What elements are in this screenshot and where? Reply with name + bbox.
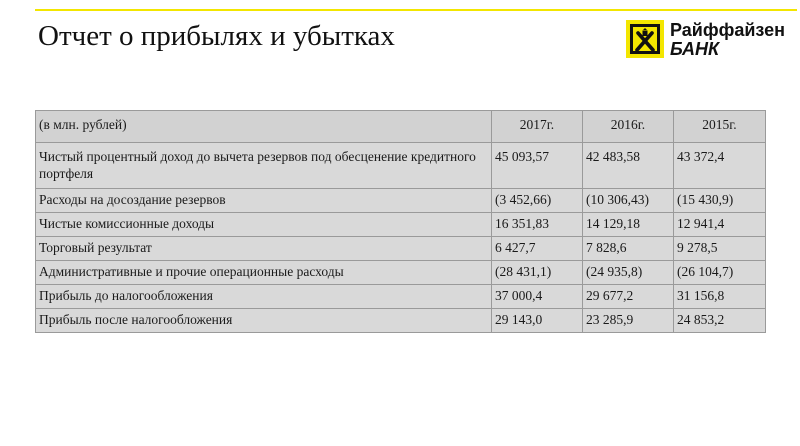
year-header: 2016г.	[583, 111, 674, 143]
top-accent-bar	[35, 9, 797, 11]
table-header-row	[36, 111, 766, 143]
row-value: 29 143,0	[492, 309, 583, 333]
row-label: Прибыль до налогообложения	[36, 285, 492, 309]
table-row	[36, 189, 766, 213]
row-label: Расходы на досоздание резервов	[36, 189, 492, 213]
table-row	[36, 237, 766, 261]
row-value: (26 104,7)	[674, 261, 766, 285]
row-label: Административные и прочие операционные расходы	[36, 261, 492, 285]
table-row	[36, 213, 766, 237]
row-label: Торговый результат	[36, 237, 492, 261]
row-value: 7 828,6	[583, 237, 674, 261]
table-row	[36, 285, 766, 309]
row-value: 29 677,2	[583, 285, 674, 309]
year-header: 2017г.	[492, 111, 583, 143]
row-value: 24 853,2	[674, 309, 766, 333]
row-value: 31 156,8	[674, 285, 766, 309]
row-label: Чистый процентный доход до вычета резервов под обесценение кредитного портфеля	[36, 143, 492, 189]
row-value: (28 431,1)	[492, 261, 583, 285]
row-value: 45 093,57	[492, 143, 583, 189]
row-value: 14 129,18	[583, 213, 674, 237]
logo-text-bank: БАНК	[670, 39, 720, 59]
logo-text-raiffeisen: Райффайзен	[670, 20, 786, 40]
raiffeisen-logo	[626, 20, 796, 60]
row-label: Чистые комиссионные доходы	[36, 213, 492, 237]
table-row	[36, 261, 766, 285]
unit-label: (в млн. рублей)	[36, 111, 492, 143]
row-label: Прибыль после налогообложения	[36, 309, 492, 333]
row-value: 42 483,58	[583, 143, 674, 189]
row-value: 37 000,4	[492, 285, 583, 309]
row-value: 12 941,4	[674, 213, 766, 237]
year-header: 2015г.	[674, 111, 766, 143]
raiffeisen-logo-icon	[626, 20, 664, 58]
page-title: Отчет о прибылях и убытках	[38, 20, 395, 52]
row-value: (3 452,66)	[492, 189, 583, 213]
row-value: 9 278,5	[674, 237, 766, 261]
row-value: (15 430,9)	[674, 189, 766, 213]
table-row	[36, 309, 766, 333]
row-value: 23 285,9	[583, 309, 674, 333]
row-value: (24 935,8)	[583, 261, 674, 285]
table-row	[36, 143, 766, 189]
row-value: (10 306,43)	[583, 189, 674, 213]
row-value: 6 427,7	[492, 237, 583, 261]
row-value: 16 351,83	[492, 213, 583, 237]
income-statement-table	[35, 110, 766, 333]
row-value: 43 372,4	[674, 143, 766, 189]
